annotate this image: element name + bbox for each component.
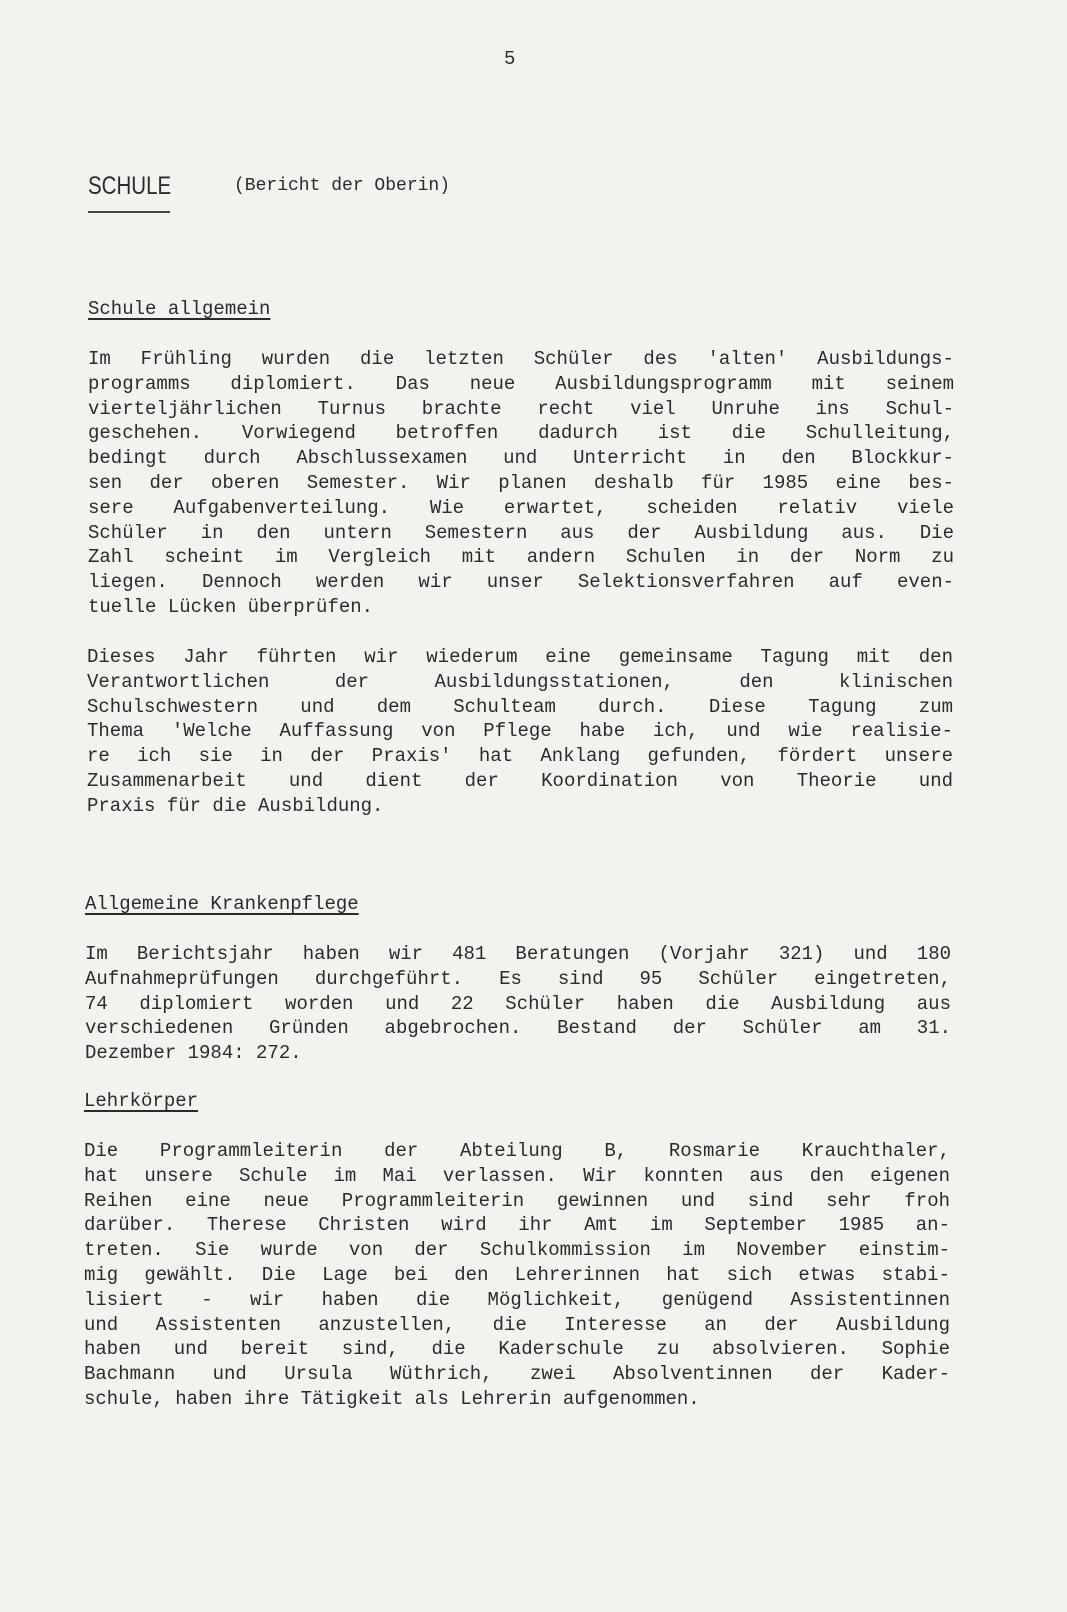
page-number: 5 [504,48,516,70]
text-line: vierteljährlichen Turnus brachte recht viel Unruhe ins Schul- [88,397,954,420]
text-line: Bachmann und Ursula Wüthrich, zwei Absolventinnen der Kader- [84,1363,950,1386]
text-line: haben und bereit sind, die Kaderschule zu absolvieren. Sophie [84,1338,950,1361]
text-line: treten. Sie wurde von der Schulkommission im November einstim- [84,1239,950,1262]
text-line: Im Berichtsjahr haben wir 481 Beratungen (Vorjahr 321) und 180 [85,943,951,965]
text-line: Praxis für die Ausbildung. [87,794,384,817]
text-line: tuelle Lücken überprüfen. [88,595,374,618]
text-line: Aufnahmeprüfungen durchgeführt. Es sind 95 Schüler eingetreten, [85,967,951,990]
page-title: SCHULE [88,172,172,200]
text-line: re ich sie in der Praxis' hat Anklang gefunden, fördert unsere [87,745,953,768]
section-body [88,347,954,620]
text-line: schule, haben ihre Tätigkeit als Lehrerin aufgenommen. [84,1387,700,1410]
text-line: Reihen eine neue Programmleiterin gewinnen und sind sehr froh [84,1189,950,1212]
text-line: Dezember 1984: 272. [85,1042,302,1065]
text-line: Schulschwestern und dem Schulteam durch. Diese Tagung zum [87,695,953,718]
section-body [85,942,951,1066]
text-line: Im Frühling wurden die letzten Schüler des 'alten' Ausbildungs- [88,348,954,370]
title-underline [88,211,170,213]
text-line: Zusammenarbeit und dient der Koordination von Theorie und [87,769,953,792]
text-line: programms diplomiert. Das neue Ausbildungsprogramm mit seinem [88,372,954,395]
text-line: hat unsere Schule im Mai verlassen. Wir konnten aus den eigenen [84,1164,950,1187]
text-line: Thema 'Welche Auffassung von Pflege habe ich, und wie realisie- [87,720,953,743]
text-line: sen der oberen Semester. Wir planen deshalb für 1985 eine bes- [88,471,954,494]
section-heading-schule-allgemein: Schule allgemein [88,298,271,320]
text-line: Zahl scheint im Vergleich mit andern Schulen in der Norm zu [88,546,954,569]
text-line: Dieses Jahr führten wir wiederum eine gemeinsame Tagung mit den [87,646,953,668]
text-line: liegen. Dennoch werden wir unser Selektionsverfahren auf even- [88,571,954,594]
text-line: Die Programmleiterin der Abteilung B, Rosmarie Krauchthaler, [84,1140,950,1162]
text-line: Schüler in den untern Semestern aus der Ausbildung aus. Die [88,521,954,544]
section-body [84,1139,950,1412]
page-subtitle: (Bericht der Oberin) [234,176,451,196]
text-line: sere Aufgabenverteilung. Wie erwartet, scheiden relativ viele [88,496,954,519]
text-line: bedingt durch Abschlussexamen und Unterricht in den Blockkur- [88,447,954,470]
text-line: und Assistenten anzustellen, die Interesse an der Ausbildung [84,1313,950,1336]
section-heading-lehrkoerper: Lehrkörper [84,1090,199,1112]
section-body [87,645,953,819]
section-heading-allgemeine-krankenpflege: Allgemeine Krankenpflege [85,893,359,915]
text-line: 74 diplomiert worden und 22 Schüler haben die Ausbildung aus [85,992,951,1015]
text-line: darüber. Therese Christen wird ihr Amt im September 1985 an- [84,1214,950,1237]
text-line: verschiedenen Gründen abgebrochen. Bestand der Schüler am 31. [85,1017,951,1040]
text-line: Verantwortlichen der Ausbildungsstationen, den klinischen [87,670,953,693]
text-line: mig gewählt. Die Lage bei den Lehrerinnen hat sich etwas stabi- [84,1263,950,1286]
text-line: lisiert - wir haben die Möglichkeit, genügend Assistentinnen [84,1288,950,1311]
text-line: geschehen. Vorwiegend betroffen dadurch ist die Schulleitung, [88,422,954,445]
